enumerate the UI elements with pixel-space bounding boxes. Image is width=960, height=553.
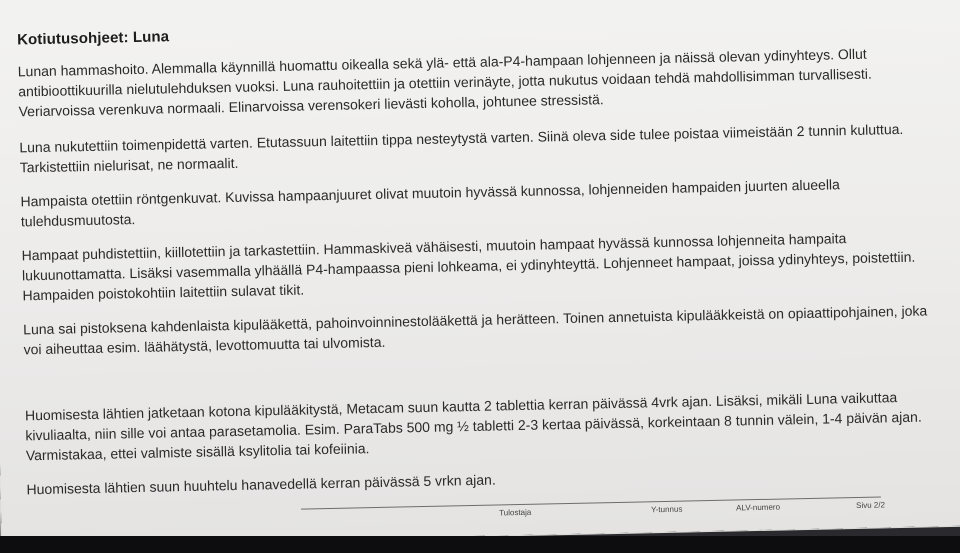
photo-bottom-edge: [0, 536, 960, 553]
paragraph-medication-given: Luna sai pistoksena kahdenlaista kipulääkettä, pahoinvoinninestolääkettä ja herätteen. Toinen annetuista kipulääkkeistä on opiaattipohjainen, joka voi aiheuttaa esim. läähätystä, levottomuutta tai ulvomista.: [23, 302, 928, 358]
footer-vat-number: ALV-numero: [736, 502, 781, 513]
paragraph-cleaning: Hampaat puhdistettiin, kiillotettiin ja tarkastettiin. Hammaskiveä vähäisesti, muutoin hampaat hyvässä kunnossa lohjenneita hampaita lukuunottamatta. Lisäksi vasemmalla ylhäällä P4-hampaassa pieni lohkeama, ei ydinyhteyttä. Lohjenneet hampaat, joissa ydinyhteys, poistettiin. Hampaiden poistokohtiin laitettiin sulavat tikit.: [21, 230, 916, 304]
footer-printer: Tulostaja: [499, 507, 532, 518]
paragraph-mouth-rinse: Huomisesta lähtien suun huuhtelu hanavedellä kerran päivässä 5 vrkn ajan.: [26, 471, 496, 498]
paragraph-anesthesia: Luna nukutettiin toimenpidettä varten. Etutassuun laitettiin tippa nesteytystä varten. Siinä oleva side tulee poistaa viimeistään 2 tunnin kuluttua. Tarkistettiin nielurisat, ne normaalit.: [19, 120, 904, 176]
footer-business-id: Y-tunnus: [651, 504, 683, 515]
paragraph-dental-care: Lunan hammashoito. Alemmalla käynnillä huomattu oikealla sekä ylä- että ala-P4-hampaan lohjenneen ja näissä olevan ydinyhteys. Ollut antibioottikuurilla nielutulehduksen vuoksi. Luna rauhoitettiin ja otettiin verinäyte, jotta nukutus voidaan tehdä mahdollisimman turvallisesti. Veriarvoissa verenkuva normaali. Elinarvoissa verensokeri lievästi koholla, johtunee stressistä.: [17, 45, 872, 120]
footer-page-number: Sivu 2/2: [855, 500, 886, 510]
document-title: Kotiutusohjeet: Luna: [16, 28, 170, 49]
paragraph-xray: Hampaista otettiin röntgenkuvat. Kuvissa hampaanjuuret olivat muutoin hyvässä kunnossa, lohjenneiden hampaiden juurten alueella tulehdusmuutosta.: [20, 176, 841, 230]
top-mark: [16, 0, 36, 1]
paragraph-home-medication: Huomisesta lähtien jatketaan kotona kipulääkitystä, Metacam suun kautta 2 tablettia kerran päivässä 4vrk ajan. Lisäksi, mikäli Luna vaikuttaa kivuliaalta, niin sille voi antaa parasetamolia. Esim. ParaTabs 500 mg ½ tabletti 2-3 kertaa päivässä, korkeintaan 8 tunnin välein, 1-4 päivän ajan. Varmistakaa, ettei valmiste sisällä ksylitolia tai kofeiinia.: [24, 389, 922, 464]
footer-divider: [301, 496, 881, 509]
